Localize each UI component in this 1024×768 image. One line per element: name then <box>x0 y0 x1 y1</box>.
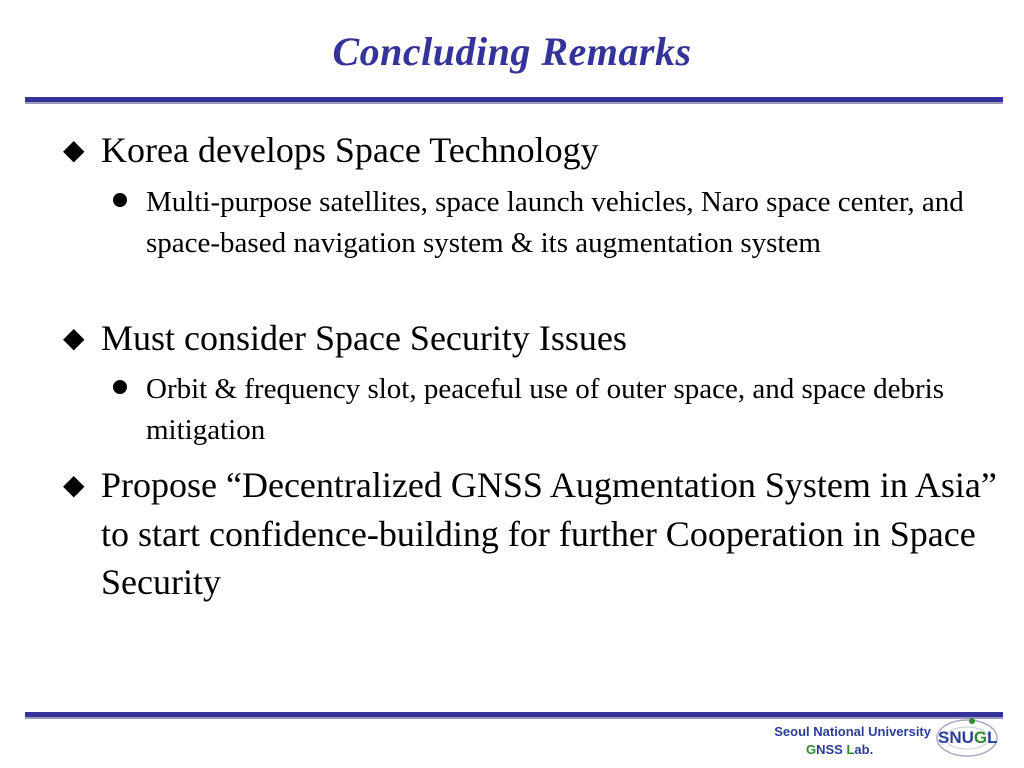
bottom-rule-shadow <box>25 717 1003 719</box>
top-rule-shadow <box>25 102 1003 104</box>
bullet-2 <box>63 314 1021 363</box>
bullet-1-sub-1-text: Multi-purpose satellites, space launch vehicles, Naro space center, and space-based navigation system & its augmentation system <box>146 186 964 259</box>
bullet-2-text: Must consider Space Security Issues <box>101 318 627 358</box>
snugl-logo <box>934 712 1004 762</box>
footer-lab-g: G <box>806 742 817 757</box>
bullet-2-sub-1 <box>113 369 996 451</box>
dot-icon <box>113 193 127 207</box>
bullet-1-text: Korea develops Space Technology <box>101 130 599 170</box>
footer-lab-nss: NSS <box>816 742 847 757</box>
footer-university: Seoul National University <box>774 724 931 739</box>
diamond-icon: ◆ <box>63 135 85 166</box>
footer-lab <box>806 742 873 757</box>
footer-lab-ab: ab. <box>854 742 874 757</box>
diamond-icon: ◆ <box>63 323 85 354</box>
bullet-1 <box>63 126 1021 175</box>
slide-title: Concluding Remarks <box>332 29 692 74</box>
bullet-3 <box>63 461 1021 606</box>
footer-lab-l: L <box>846 742 855 757</box>
dot-icon <box>113 380 127 394</box>
bullet-1-sub-1 <box>113 182 996 264</box>
bullet-3-text: Propose “Decentralized GNSS Augmentation System in Asia” to start confidence-building for further Cooperation in Space Security <box>101 465 997 602</box>
diamond-icon: ◆ <box>63 470 85 501</box>
bullet-2-sub-1-text: Orbit & frequency slot, peaceful use of outer space, and space debris mitigation <box>146 373 944 446</box>
logo-text: SNUGL <box>938 728 998 747</box>
